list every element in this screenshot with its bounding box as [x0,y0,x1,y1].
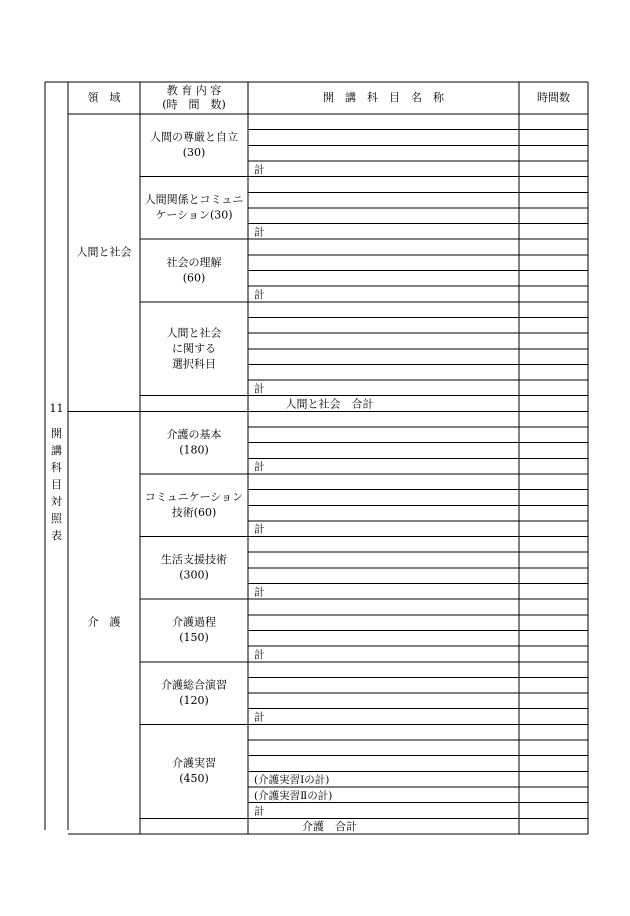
header-content-line1: 教 育 内 容 [166,84,222,97]
content-group-title: 選択科目 [172,357,216,371]
subtotal-label: 計 [254,288,265,301]
side-label-char: 目 [51,478,62,491]
side-label-char: 開 [51,427,62,440]
subtotal-label: 計 [254,163,265,176]
content-group-title: (120) [179,693,209,707]
content-group-title: 人間関係とコミュニ [144,193,244,207]
side-label-char: 科 [51,461,62,474]
content-group-title: (300) [179,568,209,582]
content-group-title: に関する [172,341,216,355]
side-label-char: 講 [51,444,62,457]
subtotal-label: 計 [254,586,265,599]
content-group-title: 介護総合演習 [161,678,227,692]
content-group-title: ケーション(30) [155,208,233,222]
domain-label: 介 護 [87,615,121,629]
subtotal-label: 計 [254,523,265,536]
subtotal-label: 計 [254,711,265,724]
section-total-label: 人間と社会 合計 [285,397,374,411]
content-group-title: 生活支援技術 [161,553,227,567]
content-group-title: 介護過程 [172,615,216,629]
header-hours: 時間数 [537,91,570,104]
content-group-title: (180) [179,443,209,457]
header-course-name: 開 講 科 目 名 称 [323,91,444,104]
content-group-title: 介護の基本 [166,427,222,441]
domain-label: 人間と社会 [76,245,132,259]
content-group-title: 人間の尊厳と自立 [150,130,238,144]
subtotal-label: 計 [254,461,265,474]
content-group-title: (150) [179,631,209,645]
side-label-char: 表 [51,529,62,542]
header-content-line2: (時 間 数) [162,98,226,111]
section-total-label: 介護 合計 [302,820,357,834]
content-group-title: (60) [182,271,206,285]
side-label-char: 対 [51,495,62,508]
content-group-title: 技術(60) [171,506,217,519]
content-group-title: (450) [179,772,209,786]
content-group-title: コミュニケーション [144,490,244,504]
header-domain: 領 域 [87,91,121,104]
subtotal-sub-label: (介護実習Ⅱの計) [254,789,333,802]
content-group-title: 人間と社会 [166,326,222,340]
table-grid [45,82,588,834]
content-group-title: 介護実習 [172,756,216,770]
content-group-title: (30) [182,146,206,160]
subtotal-label: 計 [254,382,265,395]
subtotal-sub-label: (介護実習Ⅰの計) [254,774,330,787]
subtotal-label: 計 [254,805,265,818]
content-group-title: 社会の理解 [166,255,222,269]
side-label-char: 照 [51,512,62,525]
side-label-number: 11 [49,402,64,415]
subtotal-label: 計 [254,226,265,239]
subtotal-label: 計 [254,648,265,661]
